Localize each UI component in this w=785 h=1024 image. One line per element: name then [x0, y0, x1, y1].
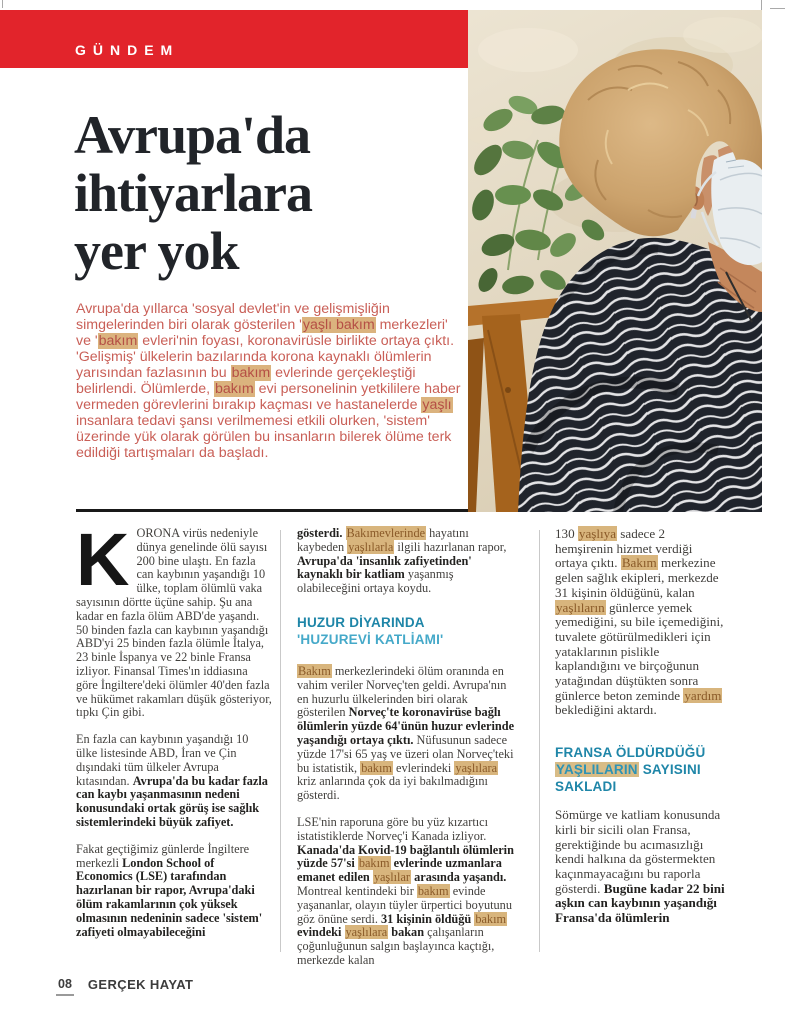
body-paragraph: En fazla can kaybının yaşandığı 10 ülke listesinde ABD, İran ve Çin dışındaki tüm ülkeler Avrupa kıtasından. Avrupa'da bu kadar fazla can kaybı yaşanmasının nedeni konusundaki ortak görüş ise sağlık sistemlerindeki büyük zafiyet. — [76, 732, 268, 829]
body-paragraph: 130 yaşlıya sadece 2 hemşirenin hizmet verdiği ortaya çıktı. Bakım merkezine gelen sağlık ekipleri, merkezde 31 kişinin öldüğünü, kalan yaşlıların günlerce yemek yemediğini, su bile içemediğini, tuvalete götürülmedikleri için yataklarının pislikle kaplandığını ve birçoğunun yatağından düştükten sonra günlerce beton zeminde yardım beklediğini aktardı. — [555, 526, 724, 718]
body-column-2 — [297, 527, 515, 981]
body-column-3 — [555, 527, 725, 939]
divider-rule — [76, 509, 468, 512]
subheading-huzurevi-katliami: HUZUR DİYARINDA 'HUZUREVİ KATLİAMI' — [297, 614, 444, 647]
body-column-1 — [76, 518, 272, 952]
article-lede: Avrupa'da yıllarca 'sosyal devlet'in ve gelişmişliğin simgelerinden biri olarak gösterilen 'yaşlı bakım merkezleri' ve 'bakım evleri'nin foyası, koronavirüsle birlikte ortaya çıktı. 'Gelişmiş' ülkelerin bazılarında korona kaynaklı ölümlerin yarısından fazlasının bu bakım evlerinde gerçekleştiği belirlendi. Ölümlerde, bakım evi personelinin yetkililere haber vermeden görevlerini bırakıp kaçması ve hastanelerde yaşlı insanlara tedavi şansı verilmemesi etkili olurken, 'sistem' üzerinde yük olarak görülen bu insanların bilerek ölüme terk edildiği tartışmaları da başladı. — [76, 301, 461, 461]
page-number: 08 — [56, 977, 74, 996]
body-paragraph: gösterdi. Bakımevlerinde hayatını kaybeden yaşlılarla ilgili hazırlanan rapor, Avrupa'da 'insanlık zafiyetinden' kaynaklı bir katliam yaşanmış olabileceğini ortaya koydu. — [297, 526, 507, 596]
section-label: GÜNDEM — [75, 42, 180, 58]
subheading-fransa-sakladi: FRANSA ÖLDÜRDÜĞÜ YAŞLILARIN SAYISINI SAKLADI — [555, 745, 706, 795]
article-photo — [468, 10, 762, 512]
headline-line: ihtiyarlara — [74, 163, 312, 223]
body-paragraph: Bakım merkezlerindeki ölüm oranında en vahim veriler Norveç'ten geldi. Avrupa'nın en huzurlu ülkelerinden biri olarak gösterilen Norveç'te koronavirüse bağlı ölümlerin yüzde 64'ünün huzur evlerinde yaşandığı ortaya çıktı. Nüfusunun sadece yüzde 17'si 65 yaş ve üzeri olan Norveç'teki bu istatistik, bakım evlerindeki yaşlılara kriz anlarında çok da iyi bakılmadığını gösterdi. — [297, 663, 515, 803]
page-footer — [56, 977, 193, 996]
section-banner — [0, 10, 468, 68]
magazine-name: GERÇEK HAYAT — [87, 977, 194, 992]
column-divider — [280, 530, 281, 952]
body-paragraph: Fakat geçtiğimiz günlerde İngiltere merkezli London School of Economics (LSE) tarafından hazırlanan bir rapor, Avrupa'daki ölüm rakamlarının çok yüksek olmasının nedeninin sadece 'sistem' zafiyeti olmayabileceğini — [76, 841, 263, 939]
column-divider — [539, 530, 540, 952]
crop-mark — [770, 8, 785, 9]
paragraph-text: ORONA virüs nedeniyle dünya genelinde ölü sayısı 200 bine ulaştı. En fazla can kaybının yaşandığı 10 ülke, toplam ölümlü vaka sayısının dörtte üçüne sahip. Şu ana kadar en fazla ölüm ABD'de yaşandı. 50 binden fazla can kaybının yaşandığı ABD'yi 25 binden fazla ölümle İtalya, 23 binle İspanya ve 22 binle Fransa izliyor. Finansal Times'ın iddiasına göre İngiltere'deki ölümler 40'den fazla ve hükümet rakamları düşük gösteriyor, tıpkı Çin gibi. — [76, 526, 272, 720]
body-paragraph: Sömürge ve katliam konusunda kirli bir sicili olan Fransa, gerektiğinde bu acımasızlığı kendi halkına da göstermekten kaçınmayacağını bu raporla gösterdi. Bugüne kadar 22 bini aşkın can kaybının yaşandığı Fransa'da ölümlerin — [555, 807, 725, 926]
drop-cap: K — [76, 518, 130, 601]
body-paragraph — [76, 518, 272, 720]
crop-mark — [2, 0, 3, 8]
headline-line: Avrupa'da — [74, 105, 311, 165]
article-headline — [74, 106, 312, 280]
headline-line: yer yok — [74, 221, 239, 281]
body-paragraph: LSE'nin raporuna göre bu yüz kızartıcı istatistiklerde Norveç'i Kanada izliyor. Kanada'da Kovid-19 bağlantılı ölümlerin yüzde 57'si bakım evlerinde uzmanlara emanet edilen yaşlılar arasında yaşandı. Montreal kentindeki bir bakım evinde yaşananlar, olayın tüyler ürpertici boyutunu göz önüne serdi. 31 kişinin öldüğü bakım evindeki yaşlılara bakan çalışanların çoğunluğunun salgın başlayınca kaçtığı, merkezde kalan — [297, 814, 514, 967]
article-photo-illustration — [468, 10, 762, 512]
